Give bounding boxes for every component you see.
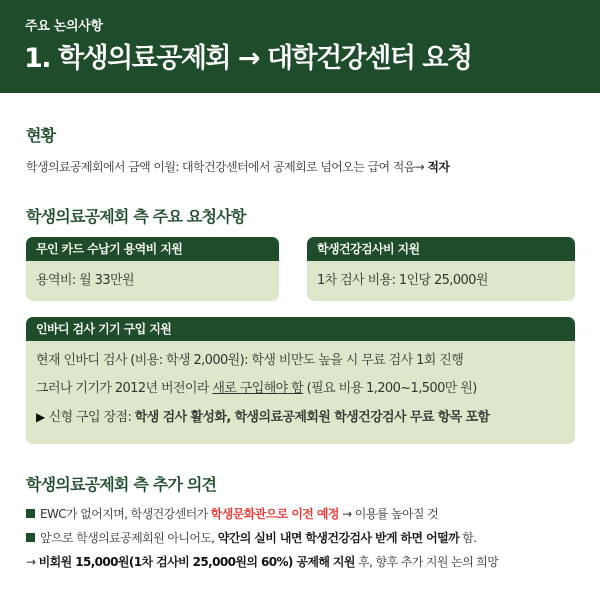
bullet-square-icon <box>26 533 35 542</box>
status-line <box>26 158 449 175</box>
opinion-line-2 <box>26 529 476 546</box>
header-kicker: 주요 논의사항 <box>25 19 103 34</box>
opinion-line-3-pre: → <box>26 555 39 569</box>
status-heading: 현황 <box>26 126 56 145</box>
card-checkup <box>307 237 575 301</box>
card-inbody-line2-post: (필요 비용 1,200~1,500만 원) <box>303 381 477 396</box>
card-checkup-body <box>307 261 575 301</box>
card-inbody-line3 <box>36 403 575 431</box>
play-triangle-icon: ▶ <box>36 410 45 424</box>
card-kiosk <box>26 237 279 301</box>
opinion-line-2-pre: 앞으로 학생의료공제회원 아니어도, <box>40 531 218 545</box>
card-inbody-line2-underline: 새로 구입해야 함 <box>212 381 304 396</box>
status-line-text: 학생의료공제회에서 금액 이월: 대학건강센터에서 공제회로 넘어오는 급여 적음→ <box>26 160 428 174</box>
card-checkup-text: 1차 검사 비용: 1인당 25,000원 <box>317 273 488 288</box>
opinion-line-1 <box>26 505 438 522</box>
opinion-line-2-post: 함. <box>459 531 477 545</box>
card-inbody-title: 인바디 검사 기기 구입 지원 <box>26 317 575 341</box>
header-banner <box>0 0 600 93</box>
opinions-heading: 학생의료공제회 측 추가 의견 <box>26 475 217 494</box>
page-title: 1. 학생의료공제회 → 대학건강센터 요청 <box>24 43 472 74</box>
opinion-line-3-bold: 비회원 15,000원(1차 검사비 25,000원의 60%) 공제해 지원 <box>38 555 355 569</box>
opinion-line-2-bold: 약간의 실비 내면 학생건강검사 받게 하면 어떨까 <box>217 531 460 545</box>
card-inbody-line3-bold: 학생 검사 활성화, 학생의료공제회원 학생건강검사 무료 항목 포함 <box>134 410 490 425</box>
card-kiosk-body <box>26 261 279 301</box>
card-inbody-line2-pre: 그러나 기기가 2012년 버전이라 <box>36 381 213 396</box>
card-kiosk-title: 무인 카드 수납기 용역비 지원 <box>26 237 279 261</box>
status-line-emphasis: 적자 <box>427 160 450 174</box>
card-inbody-line1: 현재 인바디 검사 (비용: 학생 2,000원): 학생 비만도 높을 시 무료 검사 1회 진행 <box>36 353 464 368</box>
requests-heading: 학생의료공제회 측 주요 요청사항 <box>26 207 246 226</box>
opinion-line-1-highlight: 학생문화관으로 이전 예정 <box>210 507 339 521</box>
opinion-line-1-post: → 이용률 높아질 것 <box>338 507 439 521</box>
opinion-line-3-post: 후, 향후 추가 지원 논의 희망 <box>354 555 499 569</box>
card-inbody-line2 <box>36 375 575 403</box>
card-inbody-body <box>26 341 575 431</box>
opinion-line-3 <box>26 553 498 570</box>
card-inbody <box>26 317 575 444</box>
bullet-square-icon <box>26 509 35 518</box>
card-kiosk-text: 용역비: 월 33만원 <box>36 273 134 288</box>
card-inbody-line3-pre: 신형 구입 장점: <box>48 410 135 425</box>
opinion-line-1-pre: EWC가 없어지며, 학생건강센터가 <box>40 507 211 521</box>
card-checkup-title: 학생건강검사비 지원 <box>307 237 575 261</box>
